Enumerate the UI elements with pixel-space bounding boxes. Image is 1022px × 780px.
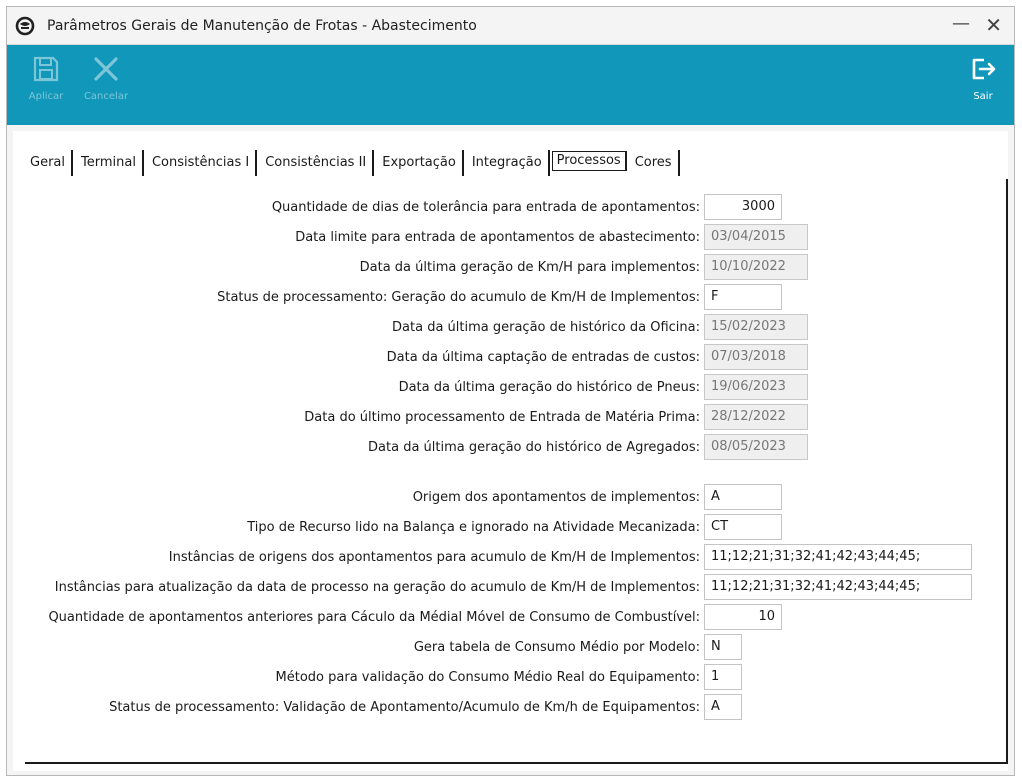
tab-geral[interactable]: Geral: [24, 150, 73, 176]
cancel-x-icon: [92, 55, 120, 83]
field-label: Data da última geração do histórico de Agregados:: [368, 440, 700, 455]
resource-type-input[interactable]: CT: [704, 514, 782, 540]
kmh-accumulation-status-input[interactable]: F: [704, 284, 782, 310]
field-row: [13, 224, 1008, 252]
field-row: [13, 574, 1008, 602]
close-button[interactable]: ✕: [985, 13, 1002, 37]
field-label: Instâncias de origens dos apontamentos para acumulo de Km/H de Implementos:: [168, 550, 700, 565]
minimize-button[interactable]: —: [952, 13, 970, 34]
field-row: [13, 314, 1008, 342]
field-row: [13, 484, 1008, 512]
tab-cores[interactable]: Cores: [629, 150, 680, 176]
apply-label: Aplicar: [28, 91, 64, 102]
apply-button[interactable]: [27, 55, 65, 102]
save-icon: [32, 55, 60, 83]
tab-exportacao[interactable]: Exportação: [376, 150, 464, 176]
field-label: Data do último processamento de Entrada de Matéria Prima:: [304, 410, 700, 425]
moving-average-count-input[interactable]: 10: [704, 604, 782, 630]
tire-history-date-field: 19/06/2023: [704, 374, 808, 400]
field-row: [13, 604, 1008, 632]
cost-capture-date-field: 07/03/2018: [704, 344, 808, 370]
app-logo-icon: [15, 16, 35, 36]
field-label: Data da última geração de Km/H para implementos:: [359, 260, 700, 275]
field-row: [13, 284, 1008, 312]
field-label: Data da última geração de histórico da Oficina:: [392, 320, 700, 335]
field-label: Quantidade de dias de tolerância para entrada de apontamentos:: [271, 200, 700, 215]
exit-label: Sair: [973, 91, 993, 102]
limit-date-field: 03/04/2015: [704, 224, 808, 250]
field-label: Data da última captação de entradas de custos:: [386, 350, 700, 365]
tolerance-days-input[interactable]: 3000: [704, 194, 782, 220]
field-row: [13, 634, 1008, 662]
toolbar: [7, 45, 1014, 125]
workshop-history-date-field: 15/02/2023: [704, 314, 808, 340]
field-row: [13, 544, 1008, 572]
tab-integracao[interactable]: Integração: [466, 150, 550, 176]
field-label: Quantidade de apontamentos anteriores para Cáculo da Médial Móvel de Consumo de Combustível:: [48, 610, 700, 625]
title-bar: [7, 7, 1014, 45]
field-row: [13, 194, 1008, 222]
content-panel: [13, 131, 1008, 771]
tab-consistencias-i[interactable]: Consistências I: [146, 150, 257, 176]
field-row: [13, 344, 1008, 372]
main-window: [6, 6, 1015, 776]
field-row: [13, 434, 1008, 462]
cancel-label: Cancelar: [83, 91, 129, 102]
window-title: Parâmetros Gerais de Manutenção de Frotas - Abastecimento: [47, 18, 477, 34]
equipment-validation-status-input[interactable]: A: [704, 694, 742, 720]
field-row: [13, 254, 1008, 282]
field-label: Status de processamento: Geração do acumulo de Km/H de Implementos:: [217, 290, 700, 305]
origin-instances-input[interactable]: 11;12;21;31;32;41;42;43;44;45;: [704, 544, 972, 570]
tab-processos[interactable]: Processos: [552, 151, 627, 171]
consumption-table-flag-input[interactable]: N: [704, 634, 742, 660]
validation-method-input[interactable]: 1: [704, 664, 742, 690]
kmh-implements-date-field: 10/10/2022: [704, 254, 808, 280]
tab-bar: [24, 150, 682, 178]
field-row: [13, 694, 1008, 722]
field-label: Instâncias para atualização da data de processo na geração do acumulo de Km/H de Implementos:: [54, 580, 700, 595]
field-label: Data da última geração do histórico de Pneus:: [398, 380, 700, 395]
field-label: Gera tabela de Consumo Médio por Modelo:: [413, 640, 700, 655]
cancel-button[interactable]: [81, 55, 131, 102]
field-label: Data limite para entrada de apontamentos de abastecimento:: [295, 230, 700, 245]
tab-panel-border-bottom: [25, 762, 1008, 764]
aggregates-history-date-field: 08/05/2023: [704, 434, 808, 460]
tab-terminal[interactable]: Terminal: [75, 150, 144, 176]
tab-consistencias-ii[interactable]: Consistências II: [259, 150, 374, 176]
exit-button[interactable]: [968, 55, 998, 102]
implements-origin-input[interactable]: A: [704, 484, 782, 510]
update-instances-input[interactable]: 11;12;21;31;32;41;42;43;44;45;: [704, 574, 972, 600]
field-row: [13, 404, 1008, 432]
raw-material-date-field: 28/12/2022: [704, 404, 808, 430]
field-label: Origem dos apontamentos de implementos:: [412, 490, 700, 505]
field-label: Tipo de Recurso lido na Balança e ignorado na Atividade Mecanizada:: [247, 520, 700, 535]
field-row: [13, 374, 1008, 402]
field-label: Status de processamento: Validação de Apontamento/Acumulo de Km/h de Equipamentos:: [109, 700, 700, 715]
exit-icon: [969, 55, 997, 83]
field-row: [13, 664, 1008, 692]
field-row: [13, 514, 1008, 542]
field-label: Método para validação do Consumo Médio Real do Equipamento:: [275, 670, 700, 685]
